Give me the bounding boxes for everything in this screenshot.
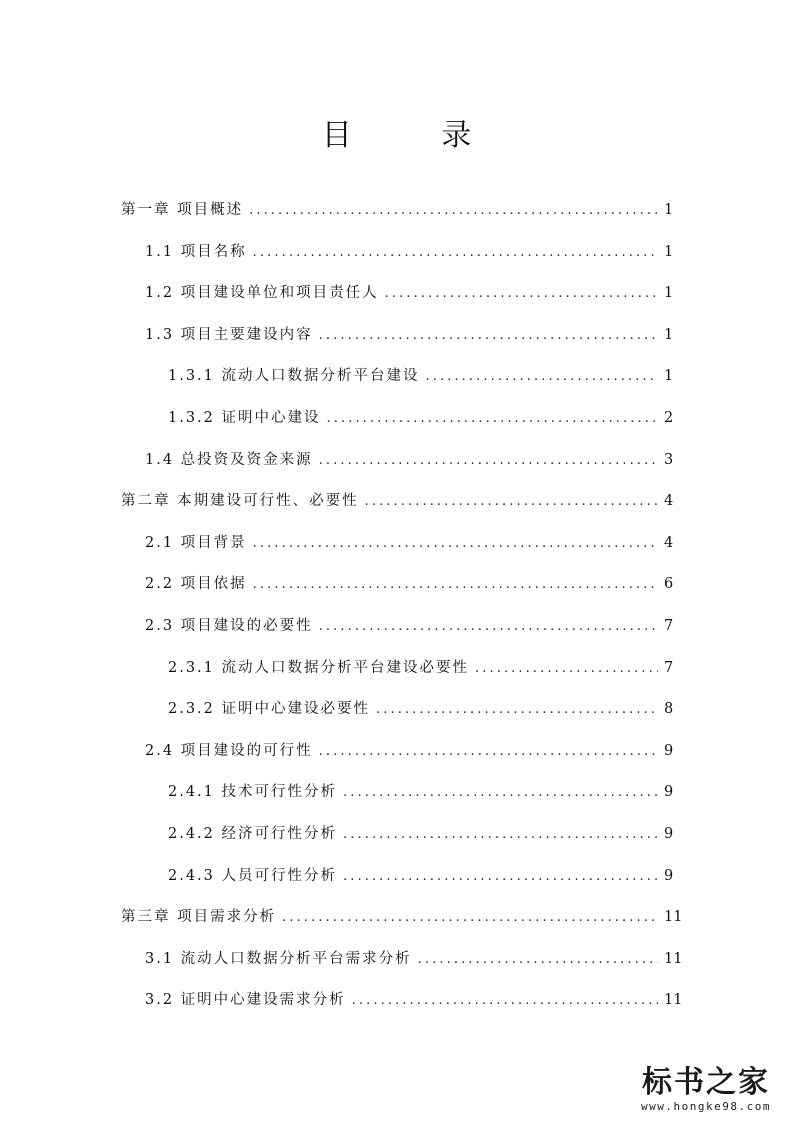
toc-page-number: 7 bbox=[664, 618, 674, 634]
toc-dot-leader bbox=[319, 316, 658, 356]
toc-entry-title: 2.4.1 技术可行性分析 bbox=[168, 784, 338, 801]
toc-page-number: 11 bbox=[664, 950, 683, 967]
toc-page-number: 1 bbox=[664, 285, 674, 302]
toc-dot-leader bbox=[343, 857, 658, 897]
toc-entry-title: 2.1 项目背景 bbox=[145, 534, 247, 551]
toc-entry-title: 1.4 总投资及资金来源 bbox=[145, 451, 313, 468]
toc-dot-leader bbox=[253, 233, 658, 273]
toc-entry-title: 1.3 项目主要建设内容 bbox=[145, 326, 313, 343]
watermark-logo bbox=[631, 1066, 781, 1114]
toc-dot-leader bbox=[365, 482, 658, 522]
toc-row[interactable] bbox=[145, 731, 672, 771]
toc-page-number: 9 bbox=[664, 826, 674, 842]
toc-row[interactable] bbox=[121, 190, 672, 230]
toc-dot-leader bbox=[385, 274, 658, 314]
toc-row[interactable] bbox=[168, 648, 672, 688]
toc-entry-title: 1.1 项目名称 bbox=[145, 243, 247, 260]
toc-entry-title: 第一章 项目概述 bbox=[121, 202, 244, 218]
toc-entry-title: 第三章 项目需求分析 bbox=[121, 909, 277, 926]
toc-row[interactable] bbox=[145, 980, 683, 1020]
toc-page-number: 3 bbox=[664, 451, 674, 468]
toc-dot-leader bbox=[319, 607, 658, 647]
toc-entry-title: 3.2 证明中心建设需求分析 bbox=[145, 992, 346, 1009]
toc-dot-leader bbox=[418, 940, 658, 980]
page-title: 目 录 bbox=[321, 118, 512, 153]
toc-dot-leader bbox=[352, 981, 658, 1021]
toc-page-number: 1 bbox=[664, 368, 674, 385]
toc-page-number: 7 bbox=[664, 659, 674, 676]
toc-page-number: 4 bbox=[664, 534, 674, 551]
toc-entry-title: 2.3.1 流动人口数据分析平台建设必要性 bbox=[168, 659, 470, 676]
toc-page-number: 1 bbox=[664, 243, 674, 260]
toc-row[interactable] bbox=[145, 523, 672, 563]
toc-dot-leader bbox=[343, 815, 658, 855]
toc-dot-leader bbox=[253, 524, 658, 564]
toc-row[interactable] bbox=[168, 814, 672, 854]
toc-dot-leader bbox=[343, 773, 658, 813]
toc-page-number: 9 bbox=[664, 867, 674, 884]
toc-entry-title: 1.2 项目建设单位和项目责任人 bbox=[145, 285, 379, 302]
toc-entry-title: 2.3.2 证明中心建设必要性 bbox=[168, 701, 371, 718]
toc-dot-leader bbox=[376, 690, 658, 730]
toc-dot-leader bbox=[249, 191, 658, 231]
toc-row[interactable] bbox=[145, 232, 672, 272]
toc-row[interactable] bbox=[168, 689, 672, 729]
toc-dot-leader bbox=[426, 357, 658, 397]
toc-dot-leader bbox=[327, 399, 658, 439]
toc-entry-title: 3.1 流动人口数据分析平台需求分析 bbox=[145, 950, 412, 967]
toc-row[interactable] bbox=[145, 606, 672, 646]
toc-row[interactable] bbox=[168, 772, 672, 812]
toc-entry-title: 1.3.2 证明中心建设 bbox=[168, 410, 321, 426]
toc-page-number: 9 bbox=[664, 742, 674, 759]
toc-dot-leader bbox=[282, 898, 658, 938]
toc-page-number: 1 bbox=[664, 202, 674, 218]
toc-entry-title: 2.4 项目建设的可行性 bbox=[145, 742, 313, 759]
toc-entry-title: 第二章 本期建设可行性、必要性 bbox=[121, 493, 359, 510]
toc-dot-leader bbox=[319, 441, 658, 481]
toc-entry-title: 2.4.2 经济可行性分析 bbox=[168, 826, 338, 842]
toc-page-number: 6 bbox=[664, 576, 674, 593]
toc-page-number: 1 bbox=[664, 326, 674, 343]
toc-entry-title: 2.3 项目建设的必要性 bbox=[145, 618, 313, 634]
toc-page-number: 8 bbox=[664, 701, 674, 718]
toc-row[interactable] bbox=[145, 440, 672, 480]
toc-entry-title: 2.4.3 人员可行性分析 bbox=[168, 867, 338, 884]
toc-row[interactable] bbox=[121, 481, 672, 521]
toc-row[interactable] bbox=[145, 315, 672, 355]
toc-entry-title: 1.3.1 流动人口数据分析平台建设 bbox=[168, 368, 420, 385]
toc-dot-leader bbox=[253, 565, 658, 605]
toc-row[interactable] bbox=[168, 398, 672, 438]
toc-page-number: 9 bbox=[664, 784, 674, 801]
toc-row[interactable] bbox=[145, 939, 683, 979]
toc-entry-title: 2.2 项目依据 bbox=[145, 576, 247, 593]
toc-row[interactable] bbox=[168, 856, 672, 896]
toc-dot-leader bbox=[319, 732, 658, 772]
toc-row[interactable] bbox=[121, 897, 683, 937]
toc-row[interactable] bbox=[145, 564, 672, 604]
toc-dot-leader bbox=[475, 649, 658, 689]
toc-row[interactable] bbox=[145, 273, 672, 313]
watermark-brand: 标书之家 bbox=[642, 1065, 770, 1100]
toc-page-number: 4 bbox=[664, 493, 674, 510]
toc-row[interactable] bbox=[168, 356, 672, 396]
watermark-url: www.hongke98.com bbox=[641, 1100, 771, 1113]
toc-page-number: 2 bbox=[664, 410, 674, 426]
toc-page-number: 11 bbox=[664, 909, 683, 926]
toc-page-number: 11 bbox=[664, 992, 683, 1009]
